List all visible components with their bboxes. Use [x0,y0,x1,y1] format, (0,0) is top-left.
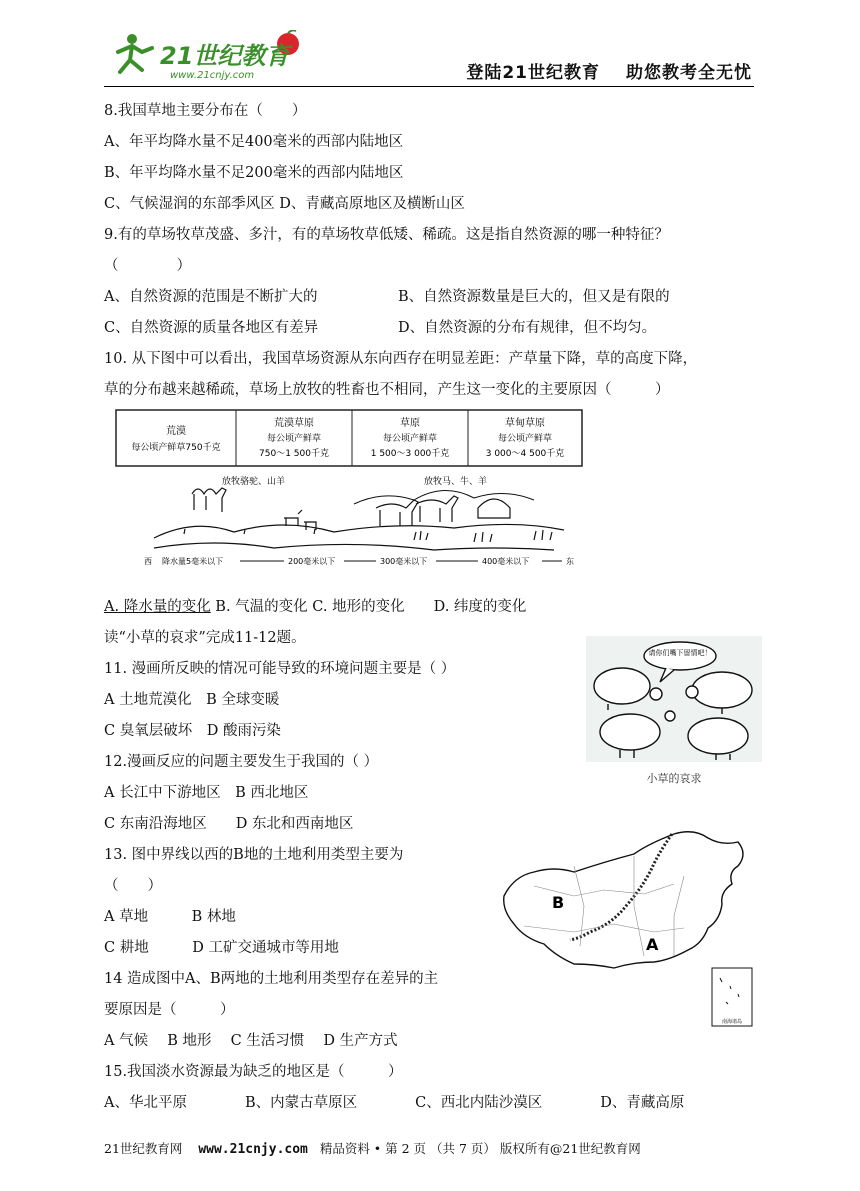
cartoon-speech: 请你们嘴下留情吧！ [648,649,712,657]
zone-1-name: 荒漠草原 [274,418,314,429]
axis-east: 东 [566,557,574,566]
q14-options: A 气候 B 地形 C 生活习惯 D 生产方式 [104,1033,398,1049]
zone-0-name: 荒漠 [166,426,186,437]
q8-option-b: B、年平均降水量不足200毫米的西部内陆地区 [104,165,404,181]
axis-range-1: 降水量5毫米以下 [162,557,224,566]
q9-option-b: B、自然资源数量是巨大的，但又是有限的 [398,289,670,305]
q12-options-cd: C 东南沿海地区 D 东北和西南地区 [104,816,354,832]
q14-stem-1: 14 造成图中A、B两地的土地利用类型存在差异的主 [104,971,439,987]
q8-stem: 8.我国草地主要分布在（ ） [104,103,307,119]
q15-stem: 15.我国淡水资源最为缺乏的地区是（ ） [104,1064,403,1080]
grassland-figure [114,408,584,568]
china-map [494,826,758,1032]
q10-stem-2: 草的分布越来越稀疏，草场上放牧的牲畜也不相同，产生这一变化的主要原因（ ） [104,382,670,398]
zone-1-yield-l2: 750～1 500千克 [259,449,329,459]
axis-range-4: 400毫米以下 [482,557,530,566]
q14-stem-2: 要原因是（ ） [104,1002,235,1018]
q9-options-ab [104,282,764,313]
q9-option-a: A、自然资源的范围是不断扩大的 [104,289,318,305]
page-header [104,28,754,87]
map-label-b: B [552,893,565,912]
zone-0-yield: 每公顷产鲜草750千克 [131,443,221,453]
footer-site: 21世纪教育网 [104,1141,183,1156]
q10-option-bcd: B. 气温的变化 C. 地形的变化 D. 纬度的变化 [210,599,527,615]
map-inset-label: 南海诸岛 [721,1019,743,1025]
zone-2-yield-l1: 每公顷产鲜草 [382,434,438,444]
q8-option-a: A、年平均降水量不足400毫米的西部内陆地区 [104,134,404,150]
q10-option-a: A. 降水量的变化 [104,599,211,615]
slogan-right: 助您教考全无忧 [626,63,752,83]
q13-options-cd: C 耕地 D 工矿交通城市等用地 [104,940,339,956]
logo-url: www.21cnjy.com [170,70,255,81]
zone-2-yield-l2: 1 500～3 000千克 [370,449,450,459]
logo-text: 21世纪教育 [160,42,290,70]
read-note: 读“小草的哀求”完成11-12题。 [104,630,306,646]
page-footer [104,1139,754,1157]
q15-options: A、华北平原 B、内蒙古草原区 C、西北内陆沙漠区 D、青藏高原 [104,1095,685,1111]
grass-cartoon [586,636,762,762]
q9-option-c: C、自然资源的质量各地区有差异 [104,320,319,336]
q11-stem: 11. 漫画所反映的情况可能导致的环境问题主要是（ ） [104,661,456,677]
zone-2-name: 草原 [400,418,420,429]
q9-bracket: （ ） [104,258,191,274]
q12-stem: 12.漫画反应的问题主要发生于我国的（ ） [104,754,379,770]
zone-1-yield-l1: 每公顷产鲜草 [266,434,322,444]
footer-url[interactable]: www.21cnjy.com [198,1142,308,1157]
landscape-sketch [154,488,564,550]
q9-stem: 9.有的草场牧草茂盛、多汁，有的草场牧草低矮、稀疏。这是指自然资源的哪一种特征？ [104,227,669,243]
zone-3-name: 草甸草原 [505,418,545,429]
q11-options-cd: C 臭氧层破坏 D 酸雨污染 [104,723,281,739]
q10-options [104,592,764,623]
q13-options-ab: A 草地 B 林地 [104,909,236,925]
axis-west: 西 [144,557,152,566]
zone-3-yield-l1: 每公顷产鲜草 [497,434,553,444]
header-slogan [466,58,752,83]
logo [108,30,318,82]
q13-bracket: （ ） [104,878,162,894]
q9-options-cd [104,313,764,344]
cartoon-caption: 小草的哀求 [646,772,702,785]
slogan-left: 登陆21世纪教育 [466,63,600,83]
q12-options-ab: A 长江中下游地区 B 西北地区 [104,785,309,801]
west-animals-label: 放牧骆驼、山羊 [222,477,286,487]
footer-page-info: 精品资料 • 第 2 页 （共 7 页） 版权所有@21世纪教育网 [319,1141,641,1156]
axis-range-3: 300毫米以下 [380,557,428,566]
zone-3-yield-l2: 3 000～4 500千克 [485,449,565,459]
q10-stem-1: 10. 从下图中可以看出，我国草场资源从东向西存在明显差距：产草量下降，草的高度下降， [104,351,698,367]
map-label-a: A [646,935,659,954]
axis-range-2: 200毫米以下 [288,557,336,566]
q8-option-cd: C、气候湿润的东部季风区 D、青藏高原地区及横断山区 [104,196,465,212]
q9-option-d: D、自然资源的分布有规律，但不均匀。 [398,320,657,336]
east-animals-label: 放牧马、牛、羊 [424,477,488,487]
q13-stem: 13. 图中界线以西的B地的土地利用类型主要为 [104,847,404,863]
q11-options-ab: A 土地荒漠化 B 全球变暖 [104,692,280,708]
